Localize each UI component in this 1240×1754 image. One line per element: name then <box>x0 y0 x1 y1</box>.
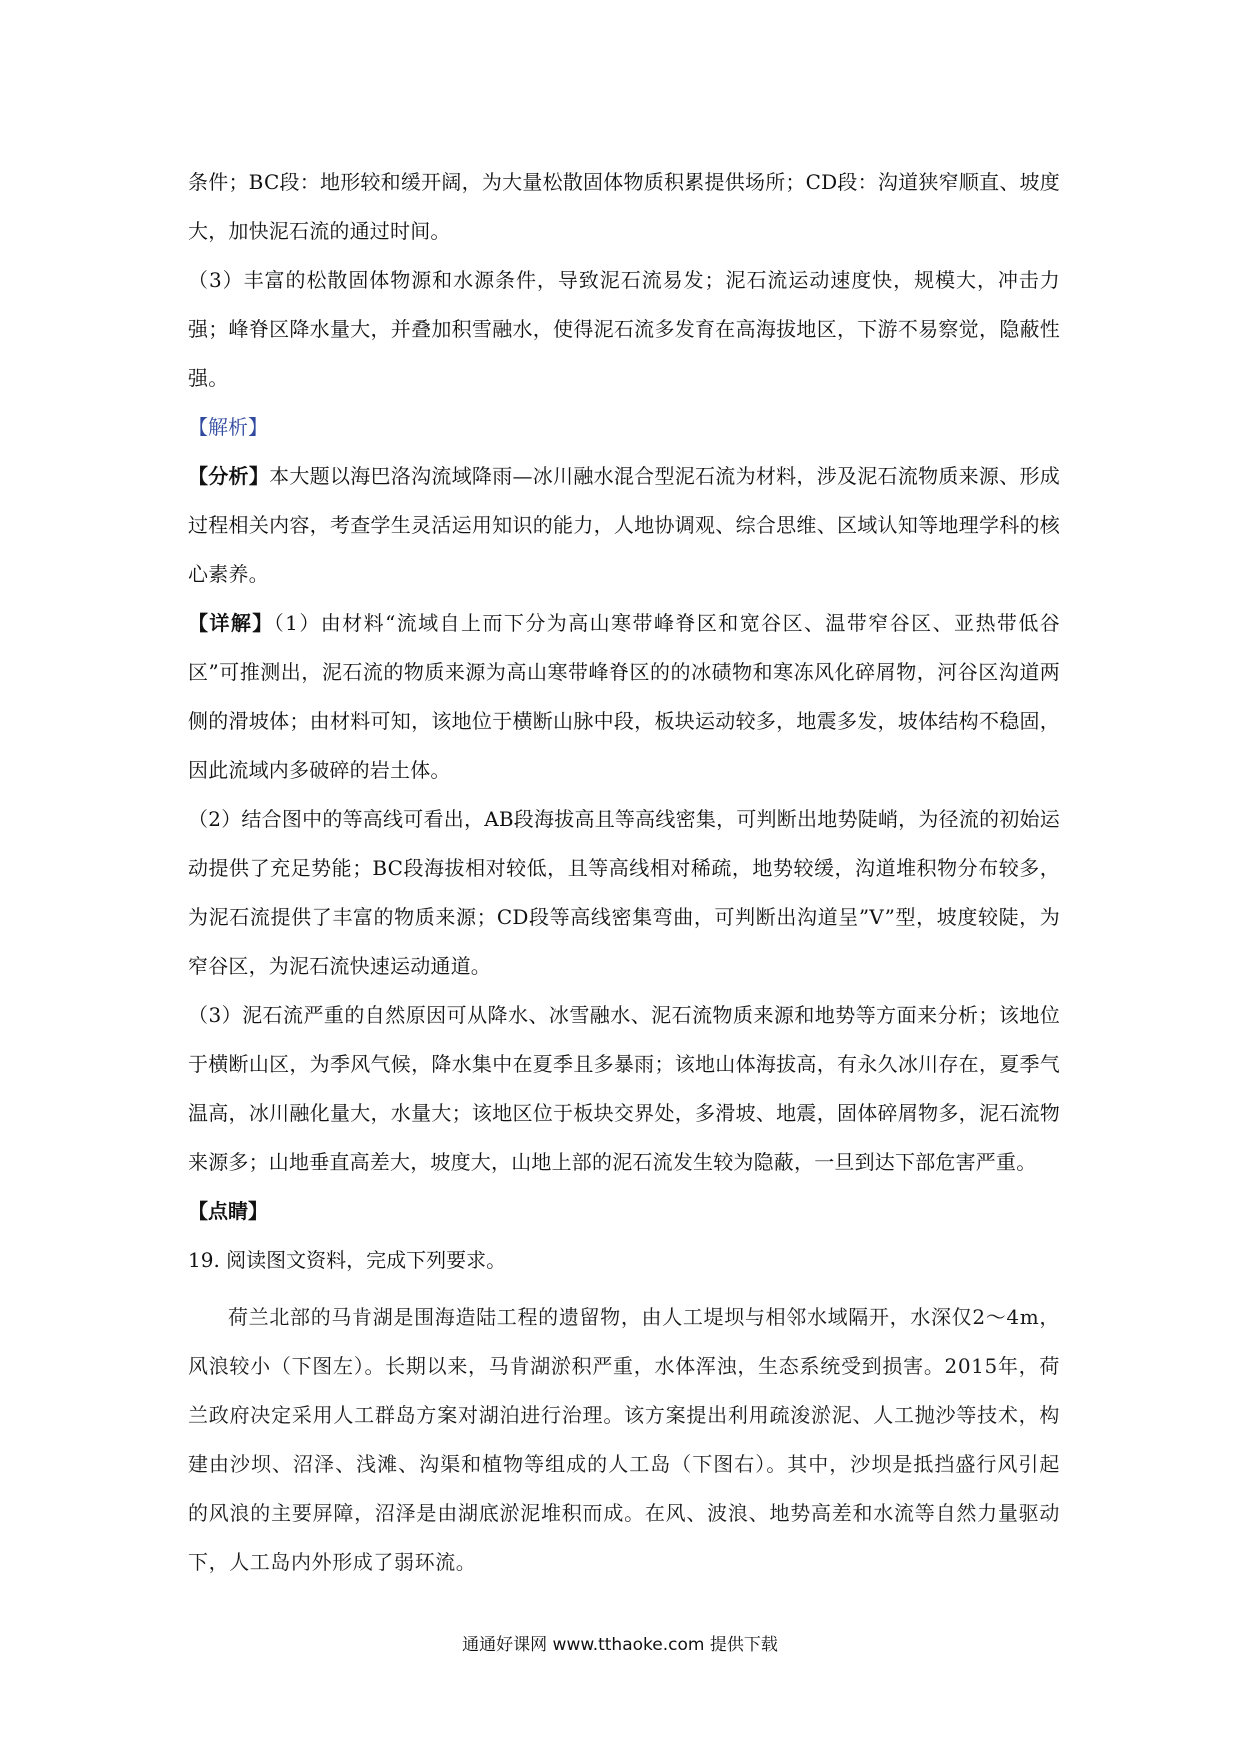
xiangjie-text-1: （1）由材料“流域自上而下分为高山寒带峰脊区和宽谷区、温带窄谷区、亚热带低谷区”可推测出，泥石流的物质来源为高山寒带峰脊区的的冰碛物和寒冻风化碎屑物，河谷区沟道两侧的滑坡体；由材料可知，该地位于横断山脉中段，板块运动较多，地震多发，坡体结构不稳固，因此流域内多破碎的岩土体。 <box>188 611 1060 782</box>
question-19-material: 荷兰北部的马肯湖是围海造陆工程的遗留物，由人工堤坝与相邻水域隔开，水深仅2～4m，风浪较小（下图左）。长期以来，马肯湖淤积严重，水体浑浊，生态系统受到损害。2015年，荷兰政府决定采用人工群岛方案对湖泊进行治理。该方案提出利用疏浚淤泥、人工抛沙等技术，构建由沙坝、沼泽、浅滩、沟渠和植物等组成的人工岛（下图右）。其中，沙坝是抵挡盛行风引起的风浪的主要屏障，沼泽是由湖底淤泥堆积而成。在风、波浪、地势高差和水流等自然力量驱动下，人工岛内外形成了弱环流。 <box>188 1305 1060 1574</box>
fenxi-text: 本大题以海巴洛沟流域降雨—冰川融水混合型泥石流为材料，涉及泥石流物质来源、形成过程相关内容，考查学生灵活运用知识的能力，人地协调观、综合思维、区域认知等地理学科的核心素养。 <box>188 464 1060 586</box>
fenxi-paragraph <box>188 452 1060 599</box>
answer-paragraph-2-continued: 条件；BC段：地形较和缓开阔，为大量松散固体物质积累提供场所；CD段：沟道狭窄顺直、坡度大，加快泥石流的通过时间。 <box>188 170 1060 243</box>
xiangjie-paragraph-1 <box>188 599 1060 795</box>
page-footer: 通通好课网 www.tthaoke.com 提供下载 <box>462 1635 778 1655</box>
xiangjie-tag: 【详解】 <box>188 611 274 635</box>
analysis-heading: 【解析】 <box>188 415 268 439</box>
page-content <box>188 158 1060 1587</box>
answer-paragraph-3: （3）丰富的松散固体物源和水源条件，导致泥石流易发；泥石流运动速度快，规模大，冲击力强；峰脊区降水量大，并叠加积雪融水，使得泥石流多发育在高海拔地区，下游不易察觉，隐蔽性强。 <box>188 268 1060 390</box>
question-19-prompt: 19. 阅读图文资料，完成下列要求。 <box>188 1248 507 1272</box>
xiangjie-paragraph-2: （2）结合图中的等高线可看出，AB段海拔高且等高线密集，可判断出地势陡峭，为径流的初始运动提供了充足势能；BC段海拔相对较低，且等高线相对稀疏，地势较缓，沟道堆积物分布较多，为泥石流提供了丰富的物质来源；CD段等高线密集弯曲，可判断出沟道呈”V”型，坡度较陡，为窄谷区，为泥石流快速运动通道。 <box>188 807 1060 978</box>
dianjing-heading: 【点睛】 <box>188 1199 268 1223</box>
fenxi-tag: 【分析】 <box>188 464 270 488</box>
xiangjie-paragraph-3: （3）泥石流严重的自然原因可从降水、冰雪融水、泥石流物质来源和地势等方面来分析；该地位于横断山区，为季风气候，降水集中在夏季且多暴雨；该地山体海拔高，有永久冰川存在，夏季气温高，冰川融化量大，水量大；该地区位于板块交界处，多滑坡、地震，固体碎屑物多，泥石流物来源多；山地垂直高差大，坡度大，山地上部的泥石流发生较为隐蔽，一旦到达下部危害严重。 <box>188 1003 1060 1174</box>
